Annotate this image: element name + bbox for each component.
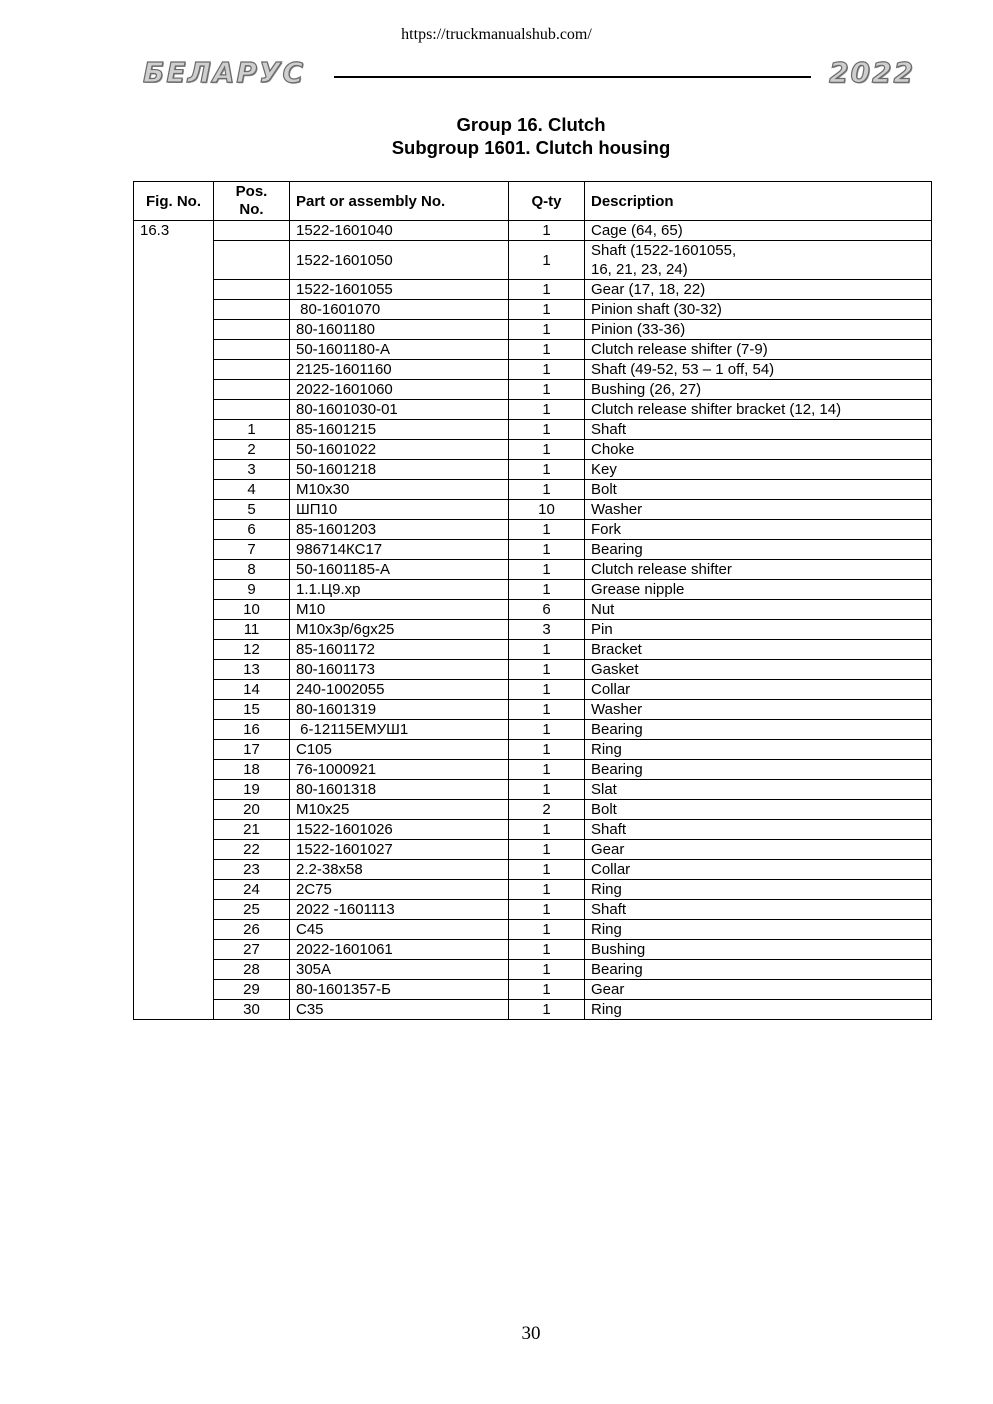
table-row <box>134 320 932 340</box>
table-row <box>134 480 932 500</box>
description-cell: Bolt <box>585 800 932 820</box>
part-no-cell: 50-1601218 <box>290 460 509 480</box>
description-cell: Washer <box>585 500 932 520</box>
part-no-cell: 2022-1601061 <box>290 940 509 960</box>
qty-cell: 1 <box>509 860 585 880</box>
description-cell: Bearing <box>585 540 932 560</box>
part-no-cell: С45 <box>290 920 509 940</box>
part-no-cell: 80-1601357-Б <box>290 980 509 1000</box>
col-header-pos-no <box>214 182 290 221</box>
table-row <box>134 1000 932 1020</box>
pos-cell: 22 <box>214 840 290 860</box>
pos-cell: 7 <box>214 540 290 560</box>
pos-cell: 17 <box>214 740 290 760</box>
table-row <box>134 580 932 600</box>
pos-cell <box>214 340 290 360</box>
description-cell: Bearing <box>585 720 932 740</box>
table-row <box>134 860 932 880</box>
qty-cell: 1 <box>509 280 585 300</box>
description-cell: Washer <box>585 700 932 720</box>
source-url[interactable]: https://truckmanualshub.com/ <box>401 26 592 43</box>
brand-logo: БЕЛАРУС <box>143 56 306 89</box>
pos-cell: 29 <box>214 980 290 1000</box>
pos-cell <box>214 241 290 280</box>
part-no-cell: 80-1601319 <box>290 700 509 720</box>
part-no-cell: М10х30 <box>290 480 509 500</box>
qty-cell: 1 <box>509 980 585 1000</box>
table-row <box>134 420 932 440</box>
part-no-cell: С35 <box>290 1000 509 1020</box>
description-cell: Shaft (49-52, 53 – 1 off, 54) <box>585 360 932 380</box>
description-cell: Ring <box>585 880 932 900</box>
part-no-cell: 2С75 <box>290 880 509 900</box>
part-no-cell: 1.1.Ц9.хр <box>290 580 509 600</box>
description-cell: Bearing <box>585 760 932 780</box>
table-row <box>134 840 932 860</box>
pos-cell <box>214 400 290 420</box>
qty-cell: 1 <box>509 241 585 280</box>
qty-cell: 1 <box>509 440 585 460</box>
table-row <box>134 380 932 400</box>
qty-cell: 1 <box>509 300 585 320</box>
pos-cell: 6 <box>214 520 290 540</box>
table-row <box>134 640 932 660</box>
table-row <box>134 820 932 840</box>
table-row <box>134 980 932 1000</box>
description-cell: Bearing <box>585 960 932 980</box>
page-header <box>143 56 915 90</box>
description-cell: Clutch release shifter (7-9) <box>585 340 932 360</box>
table-row <box>134 600 932 620</box>
description-cell: Bushing (26, 27) <box>585 380 932 400</box>
qty-cell: 1 <box>509 760 585 780</box>
col-header-qty: Q-ty <box>509 182 585 221</box>
qty-cell: 1 <box>509 221 585 241</box>
part-no-cell: 50-1601185-А <box>290 560 509 580</box>
qty-cell: 1 <box>509 680 585 700</box>
table-row <box>134 300 932 320</box>
table-row <box>134 720 932 740</box>
subgroup-title: Subgroup 1601. Clutch housing <box>391 137 671 158</box>
description-cell: Ring <box>585 920 932 940</box>
pos-cell <box>214 221 290 241</box>
part-no-cell: 1522-1601027 <box>290 840 509 860</box>
table-row <box>134 400 932 420</box>
pos-cell: 4 <box>214 480 290 500</box>
qty-cell: 1 <box>509 840 585 860</box>
part-no-cell: 6-12115ЕМУШ1 <box>290 720 509 740</box>
description-cell: Shaft (1522-1601055, 16, 21, 23, 24) <box>585 241 932 280</box>
part-no-cell: 80-1601318 <box>290 780 509 800</box>
qty-cell: 1 <box>509 640 585 660</box>
table-row <box>134 460 932 480</box>
part-no-cell: 1522-1601026 <box>290 820 509 840</box>
pos-cell: 2 <box>214 440 290 460</box>
part-no-cell: 80-1601070 <box>290 300 509 320</box>
description-cell: Key <box>585 460 932 480</box>
header-rule <box>334 76 811 78</box>
qty-cell: 1 <box>509 740 585 760</box>
qty-cell: 1 <box>509 880 585 900</box>
part-no-cell: М10х3р/6gх25 <box>290 620 509 640</box>
part-no-cell: 2022-1601060 <box>290 380 509 400</box>
pos-cell: 13 <box>214 660 290 680</box>
description-cell: Pin <box>585 620 932 640</box>
part-no-cell: 85-1601172 <box>290 640 509 660</box>
col-header-pos-no-label: Pos. No. <box>235 183 268 218</box>
table-row <box>134 520 932 540</box>
table-header-row <box>134 182 932 221</box>
pos-cell <box>214 280 290 300</box>
qty-cell: 1 <box>509 420 585 440</box>
table-row <box>134 620 932 640</box>
qty-cell: 1 <box>509 940 585 960</box>
part-no-cell: 2125-1601160 <box>290 360 509 380</box>
pos-cell: 20 <box>214 800 290 820</box>
table-row <box>134 760 932 780</box>
qty-cell: 10 <box>509 500 585 520</box>
qty-cell: 1 <box>509 380 585 400</box>
table-row <box>134 660 932 680</box>
table-row <box>134 500 932 520</box>
pos-cell: 10 <box>214 600 290 620</box>
qty-cell: 1 <box>509 720 585 740</box>
table-row <box>134 241 932 280</box>
qty-cell: 1 <box>509 400 585 420</box>
col-header-fig-no: Fig. No. <box>134 182 214 221</box>
table-row <box>134 540 932 560</box>
pos-cell <box>214 300 290 320</box>
pos-cell: 3 <box>214 460 290 480</box>
part-no-cell: 85-1601203 <box>290 520 509 540</box>
pos-cell: 28 <box>214 960 290 980</box>
table-row <box>134 221 932 241</box>
description-cell: Gear <box>585 840 932 860</box>
pos-cell: 14 <box>214 680 290 700</box>
description-cell: Ring <box>585 1000 932 1020</box>
description-cell: Nut <box>585 600 932 620</box>
description-cell: Ring <box>585 740 932 760</box>
qty-cell: 1 <box>509 700 585 720</box>
qty-cell: 1 <box>509 520 585 540</box>
qty-cell: 1 <box>509 540 585 560</box>
part-no-cell: 986714КС17 <box>290 540 509 560</box>
pos-cell: 9 <box>214 580 290 600</box>
table-row <box>134 440 932 460</box>
qty-cell: 2 <box>509 800 585 820</box>
description-cell: Shaft <box>585 420 932 440</box>
qty-cell: 1 <box>509 320 585 340</box>
table-body <box>134 221 932 1020</box>
qty-cell: 1 <box>509 580 585 600</box>
part-no-cell: М10 <box>290 600 509 620</box>
part-no-cell: 240-1002055 <box>290 680 509 700</box>
part-no-cell: 1522-1601055 <box>290 280 509 300</box>
description-cell: Clutch release shifter bracket (12, 14) <box>585 400 932 420</box>
part-no-cell: 80-1601173 <box>290 660 509 680</box>
pos-cell: 11 <box>214 620 290 640</box>
qty-cell: 1 <box>509 460 585 480</box>
col-header-description: Description <box>585 182 932 221</box>
table-row <box>134 340 932 360</box>
description-cell: Cage (64, 65) <box>585 221 932 241</box>
title-block <box>0 113 993 159</box>
pos-cell <box>214 320 290 340</box>
description-cell: Shaft <box>585 900 932 920</box>
table-row <box>134 780 932 800</box>
description-cell: Pinion (33-36) <box>585 320 932 340</box>
part-no-cell: 50-1601180-А <box>290 340 509 360</box>
qty-cell: 1 <box>509 780 585 800</box>
part-no-cell: 85-1601215 <box>290 420 509 440</box>
description-cell: Choke <box>585 440 932 460</box>
group-title: Group 16. Clutch <box>456 114 606 135</box>
description-cell: Pinion shaft (30-32) <box>585 300 932 320</box>
pos-cell: 19 <box>214 780 290 800</box>
part-no-cell: С105 <box>290 740 509 760</box>
pos-cell: 8 <box>214 560 290 580</box>
part-no-cell: 80-1601030-01 <box>290 400 509 420</box>
part-no-cell: 305А <box>290 960 509 980</box>
table-row <box>134 280 932 300</box>
table-row <box>134 360 932 380</box>
part-no-cell: 76-1000921 <box>290 760 509 780</box>
pos-cell: 5 <box>214 500 290 520</box>
table-row <box>134 740 932 760</box>
pos-cell: 24 <box>214 880 290 900</box>
qty-cell: 1 <box>509 820 585 840</box>
qty-cell: 3 <box>509 620 585 640</box>
qty-cell: 1 <box>509 920 585 940</box>
pos-cell: 15 <box>214 700 290 720</box>
part-no-cell: 1522-1601040 <box>290 221 509 241</box>
page-number: 30 <box>521 1323 541 1344</box>
header-year: 2022 <box>829 56 915 89</box>
table-row <box>134 940 932 960</box>
qty-cell: 1 <box>509 1000 585 1020</box>
description-cell: Clutch release shifter <box>585 560 932 580</box>
table-row <box>134 900 932 920</box>
pos-cell: 21 <box>214 820 290 840</box>
part-no-cell: 2022 -1601113 <box>290 900 509 920</box>
table-row <box>134 680 932 700</box>
table-row <box>134 960 932 980</box>
description-cell: Shaft <box>585 820 932 840</box>
description-cell: Slat <box>585 780 932 800</box>
description-cell: Gear <box>585 980 932 1000</box>
pos-cell: 30 <box>214 1000 290 1020</box>
pos-cell: 25 <box>214 900 290 920</box>
qty-cell: 1 <box>509 480 585 500</box>
col-header-part-no: Part or assembly No. <box>290 182 509 221</box>
pos-cell: 1 <box>214 420 290 440</box>
table-row <box>134 560 932 580</box>
parts-table <box>133 181 932 1020</box>
description-cell: Bracket <box>585 640 932 660</box>
table-row <box>134 880 932 900</box>
qty-cell: 1 <box>509 360 585 380</box>
description-cell: Gear (17, 18, 22) <box>585 280 932 300</box>
pos-cell <box>214 360 290 380</box>
part-no-cell: ШП10 <box>290 500 509 520</box>
description-cell: Gasket <box>585 660 932 680</box>
pos-cell <box>214 380 290 400</box>
pos-cell: 16 <box>214 720 290 740</box>
part-no-cell: 80-1601180 <box>290 320 509 340</box>
table-row <box>134 920 932 940</box>
description-cell: Bolt <box>585 480 932 500</box>
pos-cell: 23 <box>214 860 290 880</box>
qty-cell: 1 <box>509 660 585 680</box>
description-cell: Collar <box>585 680 932 700</box>
table-row <box>134 700 932 720</box>
pos-cell: 18 <box>214 760 290 780</box>
qty-cell: 1 <box>509 960 585 980</box>
description-cell: Grease nipple <box>585 580 932 600</box>
qty-cell: 1 <box>509 340 585 360</box>
pos-cell: 26 <box>214 920 290 940</box>
description-cell: Fork <box>585 520 932 540</box>
part-no-cell: 1522-1601050 <box>290 241 509 280</box>
qty-cell: 6 <box>509 600 585 620</box>
qty-cell: 1 <box>509 900 585 920</box>
part-no-cell: 2.2-38х58 <box>290 860 509 880</box>
pos-cell: 12 <box>214 640 290 660</box>
part-no-cell: М10х25 <box>290 800 509 820</box>
pos-cell: 27 <box>214 940 290 960</box>
part-no-cell: 50-1601022 <box>290 440 509 460</box>
qty-cell: 1 <box>509 560 585 580</box>
description-cell: Bushing <box>585 940 932 960</box>
description-cell: Collar <box>585 860 932 880</box>
table-row <box>134 800 932 820</box>
fig-no-cell: 16.3 <box>134 221 214 1020</box>
